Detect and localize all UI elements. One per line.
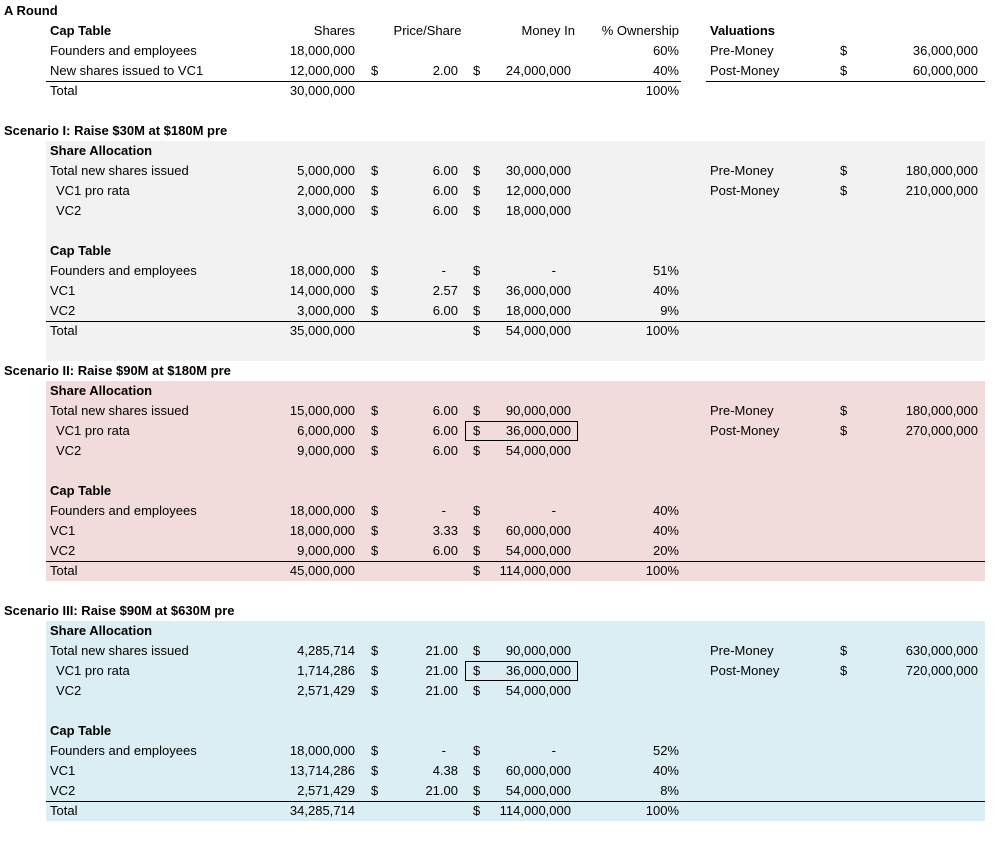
col-header-price-share: Price/Share bbox=[393, 23, 462, 38]
row-label: Founders and employees bbox=[50, 43, 197, 58]
money-cell: 54,000,000 bbox=[505, 543, 571, 558]
dollar-sign: $ bbox=[473, 323, 481, 338]
price-cell: 3.33 bbox=[432, 523, 458, 538]
money-cell: - bbox=[551, 263, 556, 278]
dollar-sign: $ bbox=[473, 263, 481, 278]
pre-money-value: 36,000,000 bbox=[912, 43, 978, 58]
pre-money-label: Pre-Money bbox=[710, 43, 774, 58]
shares-cell: 12,000,000 bbox=[289, 63, 355, 78]
row-label: VC2 bbox=[56, 443, 82, 458]
dollar-sign: $ bbox=[473, 743, 481, 758]
ownership-cell: 40% bbox=[652, 283, 679, 298]
price-cell: 6.00 bbox=[432, 163, 458, 178]
shares-cell: 18,000,000 bbox=[289, 503, 355, 518]
shares-cell: 6,000,000 bbox=[297, 423, 355, 438]
dollar-sign: $ bbox=[371, 543, 379, 558]
row-label: VC1 pro rata bbox=[56, 663, 130, 678]
post-money-value: 210,000,000 bbox=[905, 183, 978, 198]
pre-money-label: Pre-Money bbox=[710, 403, 774, 418]
row-label: VC1 bbox=[50, 763, 76, 778]
dollar-sign: $ bbox=[473, 543, 481, 558]
price-cell: 21.00 bbox=[425, 683, 458, 698]
shares-cell: 3,000,000 bbox=[297, 203, 355, 218]
share-allocation-header: Share Allocation bbox=[50, 623, 153, 638]
dollar-sign: $ bbox=[371, 783, 379, 798]
shares-cell: 4,285,714 bbox=[297, 643, 355, 658]
ownership-cell: 60% bbox=[652, 43, 679, 58]
money-cell: 60,000,000 bbox=[505, 523, 571, 538]
total-label: Total bbox=[50, 323, 78, 338]
col-header-money-in: Money In bbox=[521, 23, 575, 38]
dollar-sign: $ bbox=[473, 643, 481, 658]
dollar-sign: $ bbox=[840, 43, 848, 58]
dollar-sign: $ bbox=[473, 403, 481, 418]
money-cell: 24,000,000 bbox=[505, 63, 571, 78]
price-cell: 21.00 bbox=[425, 663, 458, 678]
dollar-sign: $ bbox=[371, 443, 379, 458]
total-money: 114,000,000 bbox=[499, 563, 571, 578]
col-header-shares: Shares bbox=[313, 23, 355, 38]
dollar-sign: $ bbox=[840, 183, 848, 198]
post-money-label: Post-Money bbox=[710, 63, 780, 78]
price-cell: 6.00 bbox=[432, 203, 458, 218]
money-cell: 36,000,000 bbox=[505, 423, 571, 438]
money-cell: 36,000,000 bbox=[505, 283, 571, 298]
shares-cell: 3,000,000 bbox=[297, 303, 355, 318]
total-shares: 30,000,000 bbox=[289, 83, 355, 98]
row-label: VC1 pro rata bbox=[56, 423, 130, 438]
dollar-sign: $ bbox=[371, 63, 379, 78]
post-money-label: Post-Money bbox=[710, 183, 780, 198]
dollar-sign: $ bbox=[473, 503, 481, 518]
money-cell: 54,000,000 bbox=[505, 443, 571, 458]
share-allocation-header: Share Allocation bbox=[50, 383, 153, 398]
shares-cell: 18,000,000 bbox=[289, 743, 355, 758]
money-cell: 18,000,000 bbox=[505, 203, 571, 218]
row-label: Founders and employees bbox=[50, 263, 197, 278]
pre-money-value: 180,000,000 bbox=[905, 403, 978, 418]
ownership-cell: 40% bbox=[652, 63, 679, 78]
valuation-divider bbox=[706, 81, 985, 82]
ownership-cell: 52% bbox=[652, 743, 679, 758]
dollar-sign: $ bbox=[371, 283, 379, 298]
dollar-sign: $ bbox=[371, 303, 379, 318]
ownership-cell: 8% bbox=[660, 783, 679, 798]
money-cell: 30,000,000 bbox=[505, 163, 571, 178]
shares-cell: 13,714,286 bbox=[289, 763, 355, 778]
row-label: Total new shares issued bbox=[50, 643, 189, 658]
shares-cell: 2,571,429 bbox=[297, 683, 355, 698]
pre-money-label: Pre-Money bbox=[710, 643, 774, 658]
dollar-sign: $ bbox=[371, 743, 379, 758]
pre-money-label: Pre-Money bbox=[710, 163, 774, 178]
ownership-cell: 40% bbox=[652, 523, 679, 538]
dollar-sign: $ bbox=[473, 303, 481, 318]
dollar-sign: $ bbox=[840, 643, 848, 658]
dollar-sign: $ bbox=[473, 763, 481, 778]
dollar-sign: $ bbox=[473, 443, 481, 458]
dollar-sign: $ bbox=[840, 423, 848, 438]
post-money-label: Post-Money bbox=[710, 423, 780, 438]
row-label: New shares issued to VC1 bbox=[50, 63, 204, 78]
a-round-cap-table-header: Cap Table bbox=[50, 23, 112, 38]
total-label: Total bbox=[50, 83, 78, 98]
shares-cell: 5,000,000 bbox=[297, 163, 355, 178]
pre-money-value: 180,000,000 bbox=[905, 163, 978, 178]
price-cell: 4.38 bbox=[432, 763, 458, 778]
row-label: Total new shares issued bbox=[50, 163, 189, 178]
a-round-title: A Round bbox=[4, 3, 58, 18]
price-cell: 6.00 bbox=[432, 303, 458, 318]
dollar-sign: $ bbox=[840, 663, 848, 678]
scenario-2-title: Scenario II: Raise $90M at $180M pre bbox=[4, 363, 231, 378]
price-cell: 6.00 bbox=[432, 183, 458, 198]
row-label: VC2 bbox=[50, 543, 76, 558]
money-cell: 54,000,000 bbox=[505, 683, 571, 698]
ownership-cell: 40% bbox=[652, 763, 679, 778]
dollar-sign: $ bbox=[840, 63, 848, 78]
dollar-sign: $ bbox=[371, 163, 379, 178]
dollar-sign: $ bbox=[371, 503, 379, 518]
dollar-sign: $ bbox=[473, 203, 481, 218]
price-cell: - bbox=[441, 503, 446, 518]
dollar-sign: $ bbox=[473, 283, 481, 298]
price-cell: 6.00 bbox=[432, 403, 458, 418]
total-shares: 35,000,000 bbox=[289, 323, 355, 338]
col-header-ownership: % Ownership bbox=[601, 23, 679, 38]
row-label: Total new shares issued bbox=[50, 403, 189, 418]
dollar-sign: $ bbox=[371, 523, 379, 538]
total-ownership: 100% bbox=[645, 563, 679, 578]
row-label: Founders and employees bbox=[50, 743, 197, 758]
total-shares: 45,000,000 bbox=[289, 563, 355, 578]
pre-money-value: 630,000,000 bbox=[905, 643, 978, 658]
dollar-sign: $ bbox=[371, 663, 379, 678]
cap-table-header: Cap Table bbox=[50, 723, 112, 738]
price-cell: 21.00 bbox=[425, 783, 458, 798]
dollar-sign: $ bbox=[371, 643, 379, 658]
dollar-sign: $ bbox=[473, 63, 481, 78]
total-ownership: 100% bbox=[645, 803, 679, 818]
price-cell: 6.00 bbox=[432, 543, 458, 558]
row-label: VC2 bbox=[56, 203, 82, 218]
price-cell: - bbox=[441, 743, 446, 758]
shares-cell: 18,000,000 bbox=[289, 43, 355, 58]
post-money-value: 60,000,000 bbox=[912, 63, 978, 78]
row-label: VC2 bbox=[50, 303, 76, 318]
dollar-sign: $ bbox=[473, 683, 481, 698]
price-cell: 21.00 bbox=[425, 643, 458, 658]
row-label: VC1 pro rata bbox=[56, 183, 130, 198]
total-money: 54,000,000 bbox=[505, 323, 571, 338]
money-cell: 90,000,000 bbox=[505, 643, 571, 658]
money-cell: 90,000,000 bbox=[505, 403, 571, 418]
dollar-sign: $ bbox=[473, 183, 481, 198]
price-cell: 6.00 bbox=[432, 423, 458, 438]
money-cell: 54,000,000 bbox=[505, 783, 571, 798]
total-ownership: 100% bbox=[645, 323, 679, 338]
dollar-sign: $ bbox=[371, 203, 379, 218]
total-label: Total bbox=[50, 563, 78, 578]
scenario-3-title: Scenario III: Raise $90M at $630M pre bbox=[4, 603, 235, 618]
ownership-cell: 51% bbox=[652, 263, 679, 278]
dollar-sign: $ bbox=[473, 563, 481, 578]
dollar-sign: $ bbox=[473, 423, 481, 438]
dollar-sign: $ bbox=[371, 263, 379, 278]
row-label: VC2 bbox=[56, 683, 82, 698]
scenario-1-title: Scenario I: Raise $30M at $180M pre bbox=[4, 123, 228, 138]
dollar-sign: $ bbox=[473, 523, 481, 538]
shares-cell: 9,000,000 bbox=[297, 543, 355, 558]
shares-cell: 1,714,286 bbox=[297, 663, 355, 678]
dollar-sign: $ bbox=[371, 763, 379, 778]
price-cell: - bbox=[441, 263, 446, 278]
cap-table-header: Cap Table bbox=[50, 243, 112, 258]
shares-cell: 2,000,000 bbox=[297, 183, 355, 198]
dollar-sign: $ bbox=[840, 163, 848, 178]
ownership-cell: 40% bbox=[652, 503, 679, 518]
total-label: Total bbox=[50, 803, 78, 818]
post-money-value: 270,000,000 bbox=[905, 423, 978, 438]
price-cell: 6.00 bbox=[432, 443, 458, 458]
dollar-sign: $ bbox=[840, 403, 848, 418]
dollar-sign: $ bbox=[473, 163, 481, 178]
ownership-cell: 20% bbox=[652, 543, 679, 558]
money-cell: 18,000,000 bbox=[505, 303, 571, 318]
total-ownership: 100% bbox=[645, 83, 679, 98]
money-cell: 36,000,000 bbox=[505, 663, 571, 678]
dollar-sign: $ bbox=[473, 663, 481, 678]
shares-cell: 18,000,000 bbox=[289, 263, 355, 278]
shares-cell: 9,000,000 bbox=[297, 443, 355, 458]
ownership-cell: 9% bbox=[660, 303, 679, 318]
dollar-sign: $ bbox=[371, 403, 379, 418]
dollar-sign: $ bbox=[473, 803, 481, 818]
total-shares: 34,285,714 bbox=[289, 803, 355, 818]
dollar-sign: $ bbox=[371, 683, 379, 698]
shares-cell: 18,000,000 bbox=[289, 523, 355, 538]
row-label: VC2 bbox=[50, 783, 76, 798]
price-cell: 2.00 bbox=[432, 63, 458, 78]
shares-cell: 14,000,000 bbox=[289, 283, 355, 298]
total-money: 114,000,000 bbox=[499, 803, 571, 818]
row-label: Founders and employees bbox=[50, 503, 197, 518]
row-label: VC1 bbox=[50, 283, 76, 298]
shares-cell: 2,571,429 bbox=[297, 783, 355, 798]
money-cell: - bbox=[551, 743, 556, 758]
post-money-label: Post-Money bbox=[710, 663, 780, 678]
valuations-header: Valuations bbox=[710, 23, 776, 38]
share-allocation-header: Share Allocation bbox=[50, 143, 153, 158]
shares-cell: 15,000,000 bbox=[289, 403, 355, 418]
money-cell: 12,000,000 bbox=[505, 183, 571, 198]
money-cell: 60,000,000 bbox=[505, 763, 571, 778]
dollar-sign: $ bbox=[371, 423, 379, 438]
money-cell: - bbox=[551, 503, 556, 518]
price-cell: 2.57 bbox=[432, 283, 458, 298]
dollar-sign: $ bbox=[473, 783, 481, 798]
cap-table-header: Cap Table bbox=[50, 483, 112, 498]
dollar-sign: $ bbox=[371, 183, 379, 198]
post-money-value: 720,000,000 bbox=[905, 663, 978, 678]
row-label: VC1 bbox=[50, 523, 76, 538]
